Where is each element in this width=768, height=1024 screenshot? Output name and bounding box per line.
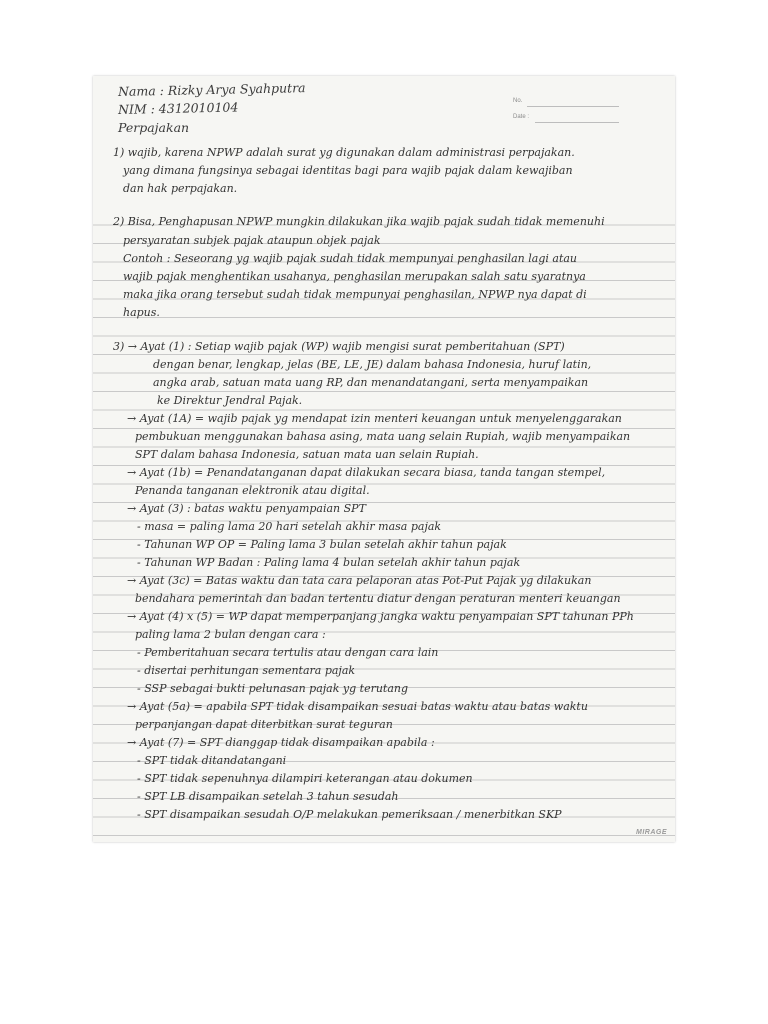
handwritten-line: - SSP sebagai bukti pelunasan pajak yg terutang <box>137 682 409 695</box>
date-field-label: Date : <box>513 114 530 120</box>
handwritten-line: - masa = paling lama 20 hari setelah akhir masa pajak <box>137 520 442 533</box>
handwritten-line: - Pemberitahuan secara tertulis atau dengan cara lain <box>137 646 439 659</box>
handwritten-line: → Ayat (3c) = Batas waktu dan tata cara pelaporan atas Pot-Put Pajak yg dilakukan <box>127 574 592 587</box>
handwritten-line: hapus. <box>123 306 160 319</box>
handwritten-line: - SPT tidak sepenuhnya dilampiri keterangan atau dokumen <box>137 772 473 785</box>
handwritten-line: dan hak perpajakan. <box>123 182 238 195</box>
handwritten-line: - Tahunan WP Badan : Paling lama 4 bulan setelah akhir tahun pajak <box>137 556 521 569</box>
handwritten-line: ke Direktur Jendral Pajak. <box>157 394 303 407</box>
handwritten-line: 2) Bisa, Penghapusan NPWP mungkin dilakukan jika wajib pajak sudah tidak memenuhi <box>113 215 605 228</box>
student-nim: NIM : 4312010104 <box>117 99 239 117</box>
handwritten-line: → Ayat (1A) = wajib pajak yg mendapat izin menteri keuangan untuk menyelenggarakan <box>127 412 622 425</box>
date-field-rule <box>535 122 619 123</box>
handwritten-line: yang dimana fungsinya sebagai identitas bagi para wajib pajak dalam kewajiban <box>123 164 573 177</box>
scanned-notebook-page <box>93 76 675 842</box>
handwritten-line: 1) wajib, karena NPWP adalah surat yg digunakan dalam administrasi perpajakan. <box>113 146 575 159</box>
handwritten-line: → Ayat (4) x (5) = WP dapat memperpanjang jangka waktu penyampaian SPT tahunan PPh <box>127 610 634 623</box>
handwritten-line: angka arab, satuan mata uang RP, dan menandatangani, serta menyampaikan <box>153 376 589 389</box>
handwritten-line: - SPT tidak ditandatangani <box>137 754 287 767</box>
handwritten-line: Contoh : Seseorang yg wajib pajak sudah tidak mempunyai penghasilan lagi atau <box>123 252 578 265</box>
handwritten-line: SPT dalam bahasa Indonesia, satuan mata uan selain Rupiah. <box>135 448 479 461</box>
handwritten-line: Penanda tanganan elektronik atau digital. <box>135 484 370 497</box>
subject-title: Perpajakan <box>118 120 190 135</box>
handwritten-line: wajib pajak menghentikan usahanya, penghasilan merupakan salah satu syaratnya <box>123 270 586 283</box>
handwritten-line: dengan benar, lengkap, jelas (BE, LE, JE) dalam bahasa Indonesia, huruf latin, <box>153 358 592 371</box>
handwritten-line: - Tahunan WP OP = Paling lama 3 bulan setelah akhir tahun pajak <box>137 538 507 551</box>
handwritten-line: - SPT LB disampaikan setelah 3 tahun sesudah <box>137 790 399 803</box>
handwritten-line: bendahara pemerintah dan badan tertentu diatur dengan peraturan menteri keuangan <box>135 592 621 605</box>
handwritten-line: → Ayat (1b) = Penandatanganan dapat dilakukan secara biasa, tanda tangan stempel, <box>127 466 606 479</box>
handwritten-line: - disertai perhitungan sementara pajak <box>137 664 356 677</box>
paper-brand-watermark: MIRAGE <box>636 829 667 836</box>
handwritten-line: - SPT disampaikan sesudah O/P melakukan pemeriksaan / menerbitkan SKP <box>137 808 562 821</box>
handwritten-line: persyaratan subjek pajak ataupun objek pajak <box>123 234 381 247</box>
student-name: Nama : Rizky Arya Syahputra <box>117 80 306 99</box>
handwritten-line: → Ayat (5a) = apabila SPT tidak disampaikan sesuai batas waktu atau batas waktu <box>127 700 588 713</box>
handwritten-line: → Ayat (7) = SPT dianggap tidak disampaikan apabila : <box>127 736 435 749</box>
handwritten-line: maka jika orang tersebut sudah tidak mempunyai penghasilan, NPWP nya dapat di <box>123 288 587 301</box>
handwritten-line: perpanjangan dapat diterbitkan surat teguran <box>135 718 393 731</box>
handwritten-line: → Ayat (3) : batas waktu penyampaian SPT <box>127 502 366 515</box>
handwritten-line: pembukuan menggunakan bahasa asing, mata uang selain Rupiah, wajib menyampaikan <box>135 430 631 443</box>
handwritten-line: 3) → Ayat (1) : Setiap wajib pajak (WP) wajib mengisi surat pemberitahuan (SPT) <box>113 340 565 353</box>
handwritten-line: paling lama 2 bulan dengan cara : <box>135 628 326 641</box>
no-field-rule <box>527 106 619 107</box>
no-field-label: No. <box>513 98 523 104</box>
